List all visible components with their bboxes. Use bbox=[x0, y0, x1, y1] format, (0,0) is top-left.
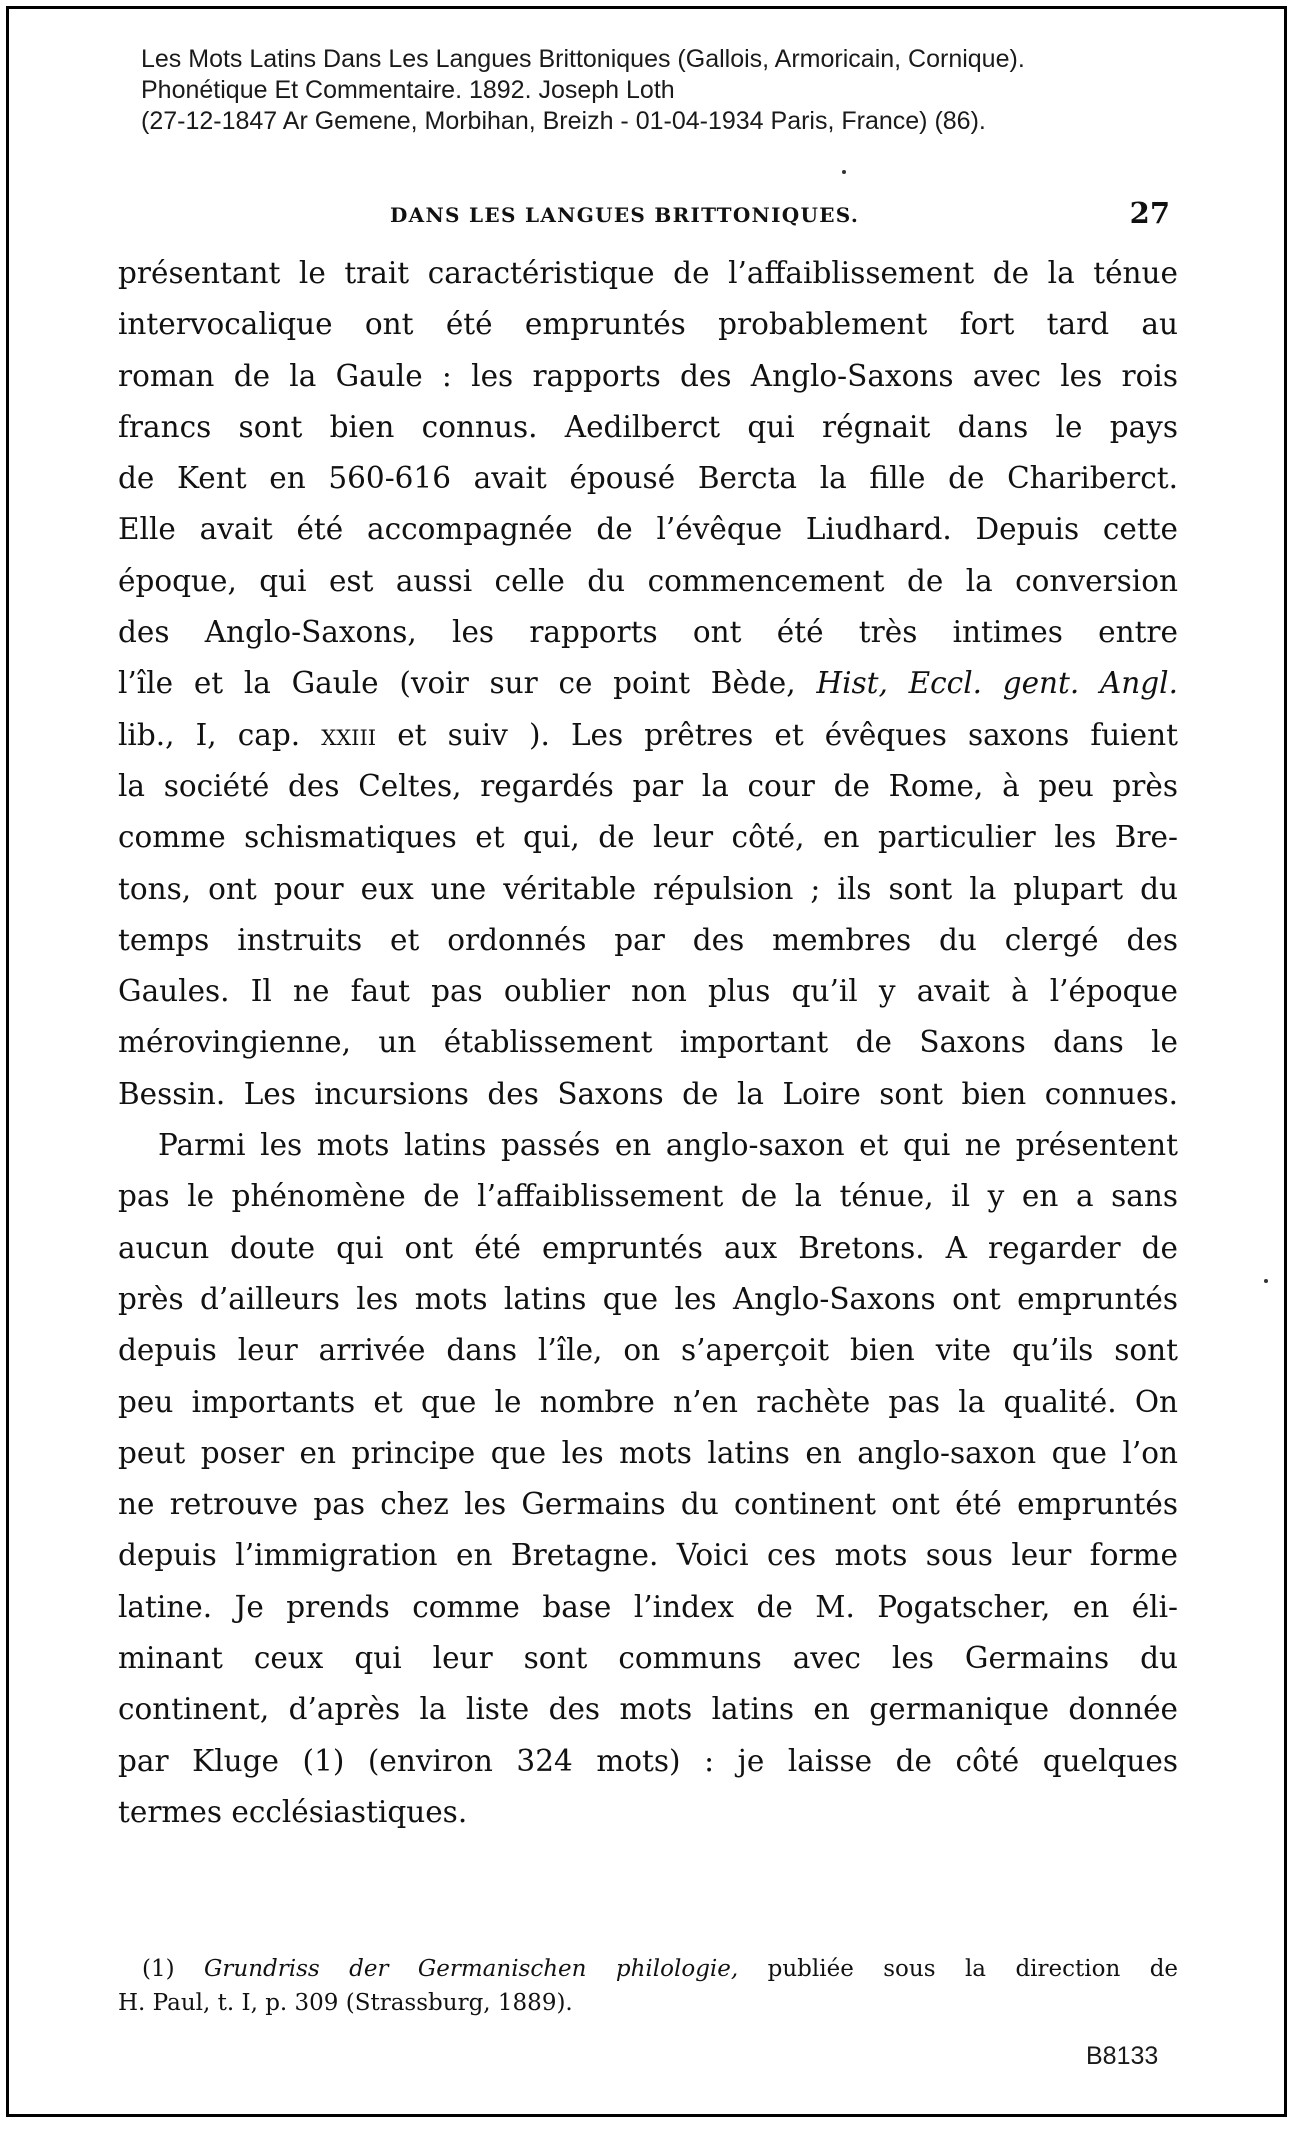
text-line: Parmi les mots latins passés en anglo-saxon et qui ne présentent bbox=[158, 1128, 1178, 1163]
text-line: peu importants et que le nombre n’en rachète pas la qualité. On bbox=[118, 1384, 1178, 1419]
text-line: époque, qui est aussi celle du commencement de la conversion bbox=[118, 563, 1178, 598]
paragraph-1 bbox=[118, 248, 1178, 1120]
document-code: B8133 bbox=[1086, 2042, 1159, 2070]
text-line: mérovingienne, un établissement important de Saxons dans le bbox=[118, 1025, 1178, 1060]
text-line: depuis leur arrivée dans l’île, on s’aperçoit bien vite qu’ils sont bbox=[118, 1333, 1178, 1368]
text-line: temps instruits et ordonnés par des membres du clergé des bbox=[118, 922, 1178, 957]
page-number: 27 bbox=[1129, 196, 1170, 230]
text-line: tons, ont pour eux une véritable répulsion ; ils sont la plupart du bbox=[118, 871, 1178, 906]
text-line: pas le phénomène de l’affaiblissement de la ténue, il y en a sans bbox=[118, 1179, 1178, 1214]
text-line: francs sont bien connus. Aedilberct qui régnait dans le pays bbox=[118, 409, 1178, 444]
footnote-line: H. Paul, t. I, p. 309 (Strassburg, 1889). bbox=[118, 1990, 573, 2016]
text-line: de Kent en 560-616 avait épousé Bercta la fille de Chariberct. bbox=[118, 461, 1178, 496]
footnote-line bbox=[118, 1952, 1178, 1986]
footnote bbox=[118, 1952, 1178, 2020]
small-caps-numeral: xxiii bbox=[321, 717, 377, 752]
text-line: termes ecclésiastiques. bbox=[118, 1794, 468, 1829]
text-line: par Kluge (1) (environ 324 mots) : je laisse de côté quelques bbox=[118, 1743, 1178, 1778]
text-line: latine. Je prends comme base l’index de M. Pogatscher, en éli- bbox=[118, 1589, 1178, 1624]
footnote-title: Grundriss der Germanischen philologie, bbox=[204, 1956, 739, 1982]
text-line: minant ceux qui leur sont communs avec les Germains du bbox=[118, 1641, 1178, 1676]
text-line: ne retrouve pas chez les Germains du continent ont été empruntés bbox=[118, 1487, 1178, 1522]
text-run: et suiv ). Les prêtres et évêques saxons fuient bbox=[397, 717, 1178, 752]
text-line: Gaules. Il ne faut pas oublier non plus qu’il y avait à l’époque bbox=[118, 974, 1178, 1009]
footnote-marker: (1) bbox=[142, 1956, 175, 1982]
text-line: intervocalique ont été empruntés probablement fort tard au bbox=[118, 307, 1178, 342]
text-line: près d’ailleurs les mots latins que les Anglo-Saxons ont empruntés bbox=[118, 1281, 1178, 1316]
text-line: présentant le trait caractéristique de l’affaiblissement de la ténue bbox=[118, 256, 1178, 290]
text-line: Bessin. Les incursions des Saxons de la Loire sont bien connues. bbox=[118, 1076, 1178, 1111]
text-line: des Anglo-Saxons, les rapports ont été très intimes entre bbox=[118, 615, 1178, 650]
header-line-2: Phonétique Et Commentaire. 1892. Joseph Loth bbox=[141, 76, 675, 104]
header-line-3: (27-12-1847 Ar Gemene, Morbihan, Breizh - 01-04-1934 Paris, France) (86). bbox=[141, 107, 986, 135]
text-line bbox=[118, 658, 1178, 709]
scan-speck bbox=[842, 170, 846, 174]
text-line: depuis l’immigration en Bretagne. Voici ces mots sous leur forme bbox=[118, 1538, 1178, 1573]
body-text bbox=[118, 248, 1178, 1838]
text-line: roman de la Gaule : les rapports des Anglo-Saxons avec les rois bbox=[118, 358, 1178, 393]
text-line: comme schismatiques et qui, de leur côté, en particulier les Bre- bbox=[118, 820, 1178, 855]
text-line: la société des Celtes, regardés par la cour de Rome, à peu près bbox=[118, 768, 1178, 803]
text-run: l’île et la Gaule (voir sur ce point Bède, bbox=[118, 666, 796, 701]
text-line: Elle avait été accompagnée de l’évêque Liudhard. Depuis cette bbox=[118, 512, 1178, 547]
paragraph-2 bbox=[118, 1120, 1178, 1838]
italic-citation: Hist, Eccl. gent. Angl. bbox=[816, 666, 1178, 701]
text-line: continent, d’après la liste des mots latins en germanique donnée bbox=[118, 1692, 1178, 1727]
text-run: lib., I, cap. bbox=[118, 717, 301, 752]
running-head bbox=[118, 196, 1178, 236]
running-title: DANS LES LANGUES BRITTONIQUES. bbox=[390, 203, 860, 227]
footnote-text: publiée sous la direction de bbox=[767, 1956, 1179, 1982]
scan-speck bbox=[1264, 1279, 1268, 1283]
text-line bbox=[118, 710, 1178, 761]
text-line: peut poser en principe que les mots latins en anglo-saxon que l’on bbox=[118, 1435, 1178, 1470]
catalog-header bbox=[141, 44, 1241, 137]
header-line-1: Les Mots Latins Dans Les Langues Brittoniques (Gallois, Armoricain, Cornique). bbox=[141, 45, 1025, 73]
text-line: aucun doute qui ont été empruntés aux Bretons. A regarder de bbox=[118, 1230, 1178, 1265]
